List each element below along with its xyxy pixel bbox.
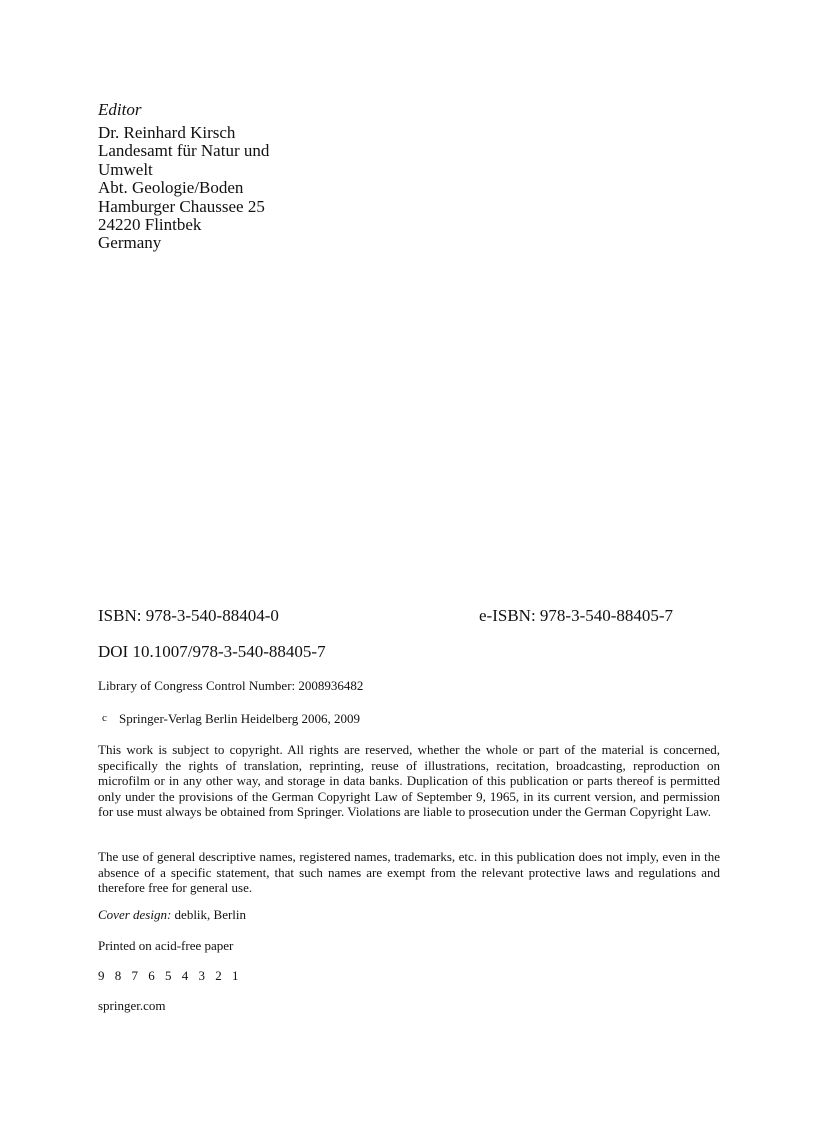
copyright-notice: This work is subject to copyright. All rights are reserved, whether the whole or part of the material is concerned, specifically the rights of translation, reprinting, reuse of illustrations, recitation, broadcasting, reproduction on microfilm or in any other way, and storage in data banks. Duplication of this publication or parts thereof is permitted only under the provisions of the German Copyright Law of September 9, 1965, in its current version, and permission for use must always be obtained from Springer. Violations are liable to prosecution under the German Copyright Law.	[98, 742, 720, 819]
editor-block	[98, 100, 358, 253]
editor-address-line: Hamburger Chaussee 25	[98, 196, 265, 216]
lccn: Library of Congress Control Number: 2008936482	[98, 678, 364, 693]
copyright-line	[98, 711, 360, 729]
editor-address-line: Landesamt für Natur und	[98, 141, 270, 161]
cover-design-value: deblik, Berlin	[174, 907, 247, 922]
print-line: 9 8 7 6 5 4 3 2 1	[98, 968, 239, 983]
isbn-row	[98, 606, 722, 626]
editor-name: Dr. Reinhard Kirsch	[98, 123, 236, 142]
editor-address-line: 24220 Flintbek	[98, 215, 202, 235]
e-isbn: e-ISBN: 978-3-540-88405-7	[479, 606, 674, 625]
editor-country: Germany	[98, 233, 162, 253]
trademark-notice: The use of general descriptive names, registered names, trademarks, etc. in this publication does not imply, even in the absence of a specific statement, that such names are exempt from the relevant protective laws and regulations and therefore free for general use.	[98, 849, 720, 895]
isbn: ISBN: 978-3-540-88404-0	[98, 606, 279, 625]
editor-label: Editor	[98, 100, 142, 119]
doi: DOI 10.1007/978-3-540-88405-7	[98, 642, 326, 661]
paper-note: Printed on acid-free paper	[98, 938, 234, 953]
cover-design-label: Cover design:	[98, 907, 172, 922]
editor-address-line: Umwelt	[98, 159, 153, 179]
copyright-symbol: c	[102, 712, 107, 724]
copyright-holder: Springer-Verlag Berlin Heidelberg 2006, 2009	[119, 711, 361, 726]
editor-address-line: Abt. Geologie/Boden	[98, 178, 244, 198]
publisher-website: springer.com	[98, 998, 166, 1013]
cover-design	[98, 907, 246, 923]
